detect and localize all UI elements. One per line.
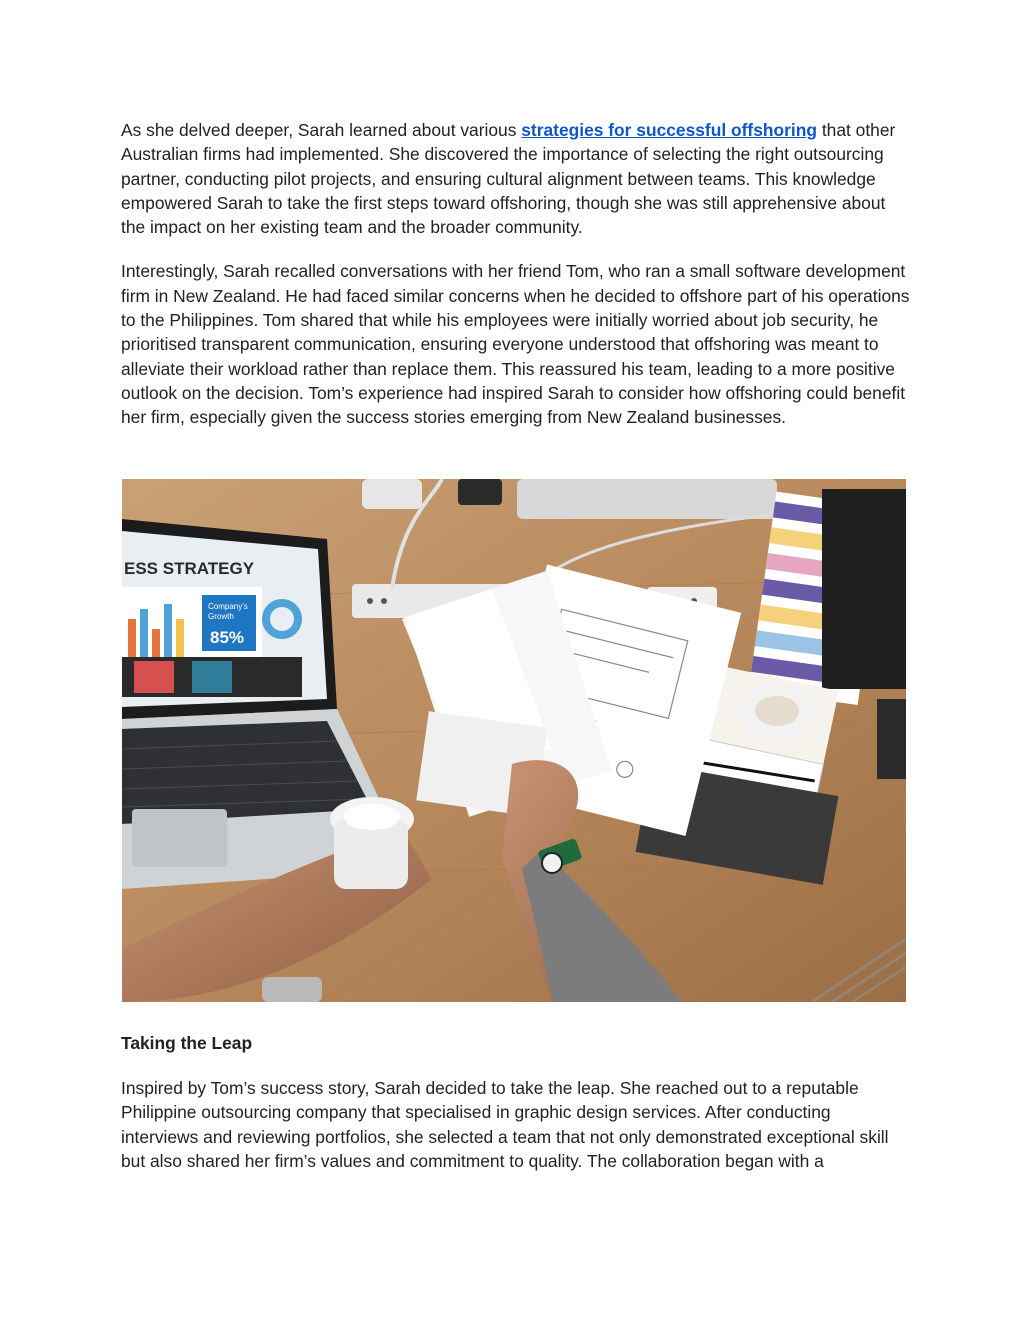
paragraph-1-text-start: As she delved deeper, Sarah learned about various [121, 120, 522, 140]
paragraph-2: Interestingly, Sarah recalled conversations with her friend Tom, who ran a small software development firm in New Zealand. He had faced similar concerns when he decided to offshore part of his operations to the Philippines. Tom shared that while his employees were initially worried about job security, he prioritised transparent communication, ensuring everyone understood that offshoring was meant to alleviate their workload rather than replace them. This reassured his team, leading to a more positive outlook on the decision. Tom’s experience had inspired Sarah to consider how offshoring could benefit her firm, especially given the success stories emerging from New Zealand businesses. [121, 261, 910, 428]
document-body [121, 118, 911, 430]
offshoring-strategies-link[interactable]: strategies for successful offshoring [521, 120, 817, 140]
photo-illustration [122, 479, 906, 1002]
office-desk-photo [122, 479, 906, 1002]
screen-title: ESS STRATEGY [124, 559, 255, 578]
paragraph-1-text-end: that other Australian firms had implemented. She discovered the importance of selecting the right outsourcing partner, conducting pilot projects, and ensuring cultural alignment between teams. This knowledge empowered Sarah to take the first steps toward offshoring, though she was still apprehensive about the impact on her existing team and the broader community. [121, 120, 896, 238]
section-heading: Taking the Leap [121, 1033, 253, 1053]
screen-card-label-2: Growth [208, 612, 234, 621]
paragraph-1 [121, 118, 911, 239]
screen-card-value: 85% [210, 628, 245, 647]
screen-card-label-1: Company's [208, 602, 248, 611]
paragraph-3: Inspired by Tom’s success story, Sarah decided to take the leap. She reached out to a reputable Philippine outsourcing company that specialised in graphic design services. After conducting interviews and reviewing portfolios, she selected a team that not only demonstrated exceptional skill but also shared her firm’s values and commitment to quality. The collaboration began with a [121, 1078, 889, 1171]
